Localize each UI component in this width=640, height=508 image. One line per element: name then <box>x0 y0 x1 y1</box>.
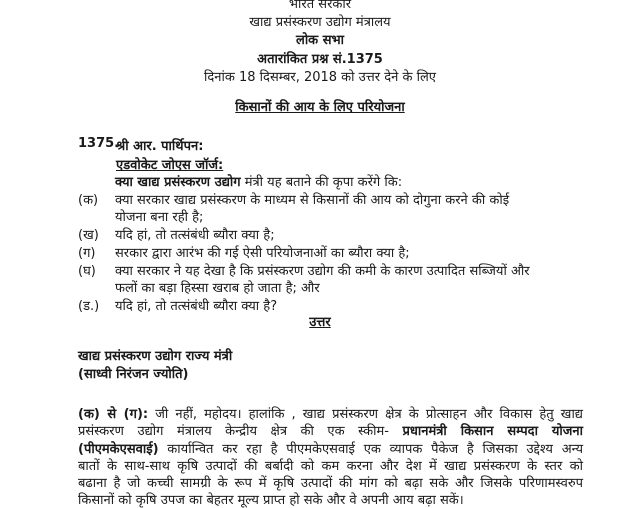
part-text-gha-2: फलों का बड़ा हिस्सा खराब हो जाता है; और <box>115 281 320 296</box>
member-name-1: श्री आर. पार्थिपन: <box>116 139 204 154</box>
part-label-kha: (ख) <box>78 228 99 243</box>
member-name-2: एडवोकेट जोएस जॉर्ज: <box>116 158 224 173</box>
minister-name: (साध्वी निरंजन ज्योति) <box>78 367 189 382</box>
ministry-name: खाद्य प्रसंस्करण उद्योग मंत्रालय <box>249 15 391 30</box>
answer-line-2: प्रसंस्करण उद्योग मंत्रालय केन्द्रीय क्षेत्र की एक स्कीम- प्रधानमंत्री किसान सम्पदा योजना <box>78 424 583 439</box>
part-label-ga: (ग) <box>78 246 96 261</box>
answer-date-line: दिनांक 18 दिसम्बर, 2018 को उत्तर देने के लिए <box>204 70 436 85</box>
answer-line-6: किसानों को कृषि उपज का बेहतर मूल्य प्राप्त हो सके और वे अपनी आय बढ़ा सकें। <box>78 493 464 508</box>
minister-title: खाद्य प्रसंस्करण उद्योग राज्य मंत्री <box>78 349 233 364</box>
question-intro: क्या खाद्य प्रसंस्करण उद्योग मंत्री यह बताने की कृपा करेंगे कि: <box>115 175 403 190</box>
answer-line-4: बातों के साथ-साथ कृषि उत्पादों की बर्बादी को कम करना और देश में खाद्य प्रसंस्करण के स्तर को <box>78 459 583 474</box>
answer-line-3: (पीएमकेएसवाई) कार्यान्वित कर रहा है पीएमकेएसवाई एक व्यापक पैकेज है जिसका उद्देश्य अन्य <box>78 442 583 457</box>
part-text-ka-1: क्या सरकार खाद्य प्रसंस्करण के माध्यम से किसानों की आय को दोगुना करने की कोई <box>115 193 510 208</box>
part-text-kha: यदि हां, तो तत्संबंधी ब्यौरा क्या है; <box>115 228 275 243</box>
part-label-nga: (ड.) <box>78 299 100 314</box>
part-text-nga: यदि हां, तो तत्संबंधी ब्यौरा क्या है? <box>115 299 278 314</box>
house-name: लोक सभा <box>296 33 344 48</box>
answer-heading: उत्तर <box>309 315 331 330</box>
part-text-ka-2: योजना बना रही है; <box>115 210 204 225</box>
government-name: भारत सरकार <box>288 0 352 12</box>
question-number: 1375. <box>78 136 120 151</box>
question-number-heading: अतारांकित प्रश्न सं.1375 <box>257 52 383 67</box>
subject-title: किसानों की आय के लिए परियोजना <box>235 100 405 115</box>
answer-line-1: (क) से (ग): जी नहीं, महोदय। हालांकि , खाद्य प्रसंस्करण क्षेत्र के प्रोत्साहन और विकास हेतु खाद्य <box>78 407 583 422</box>
part-label-gha: (घ) <box>78 264 96 279</box>
answer-line-5: बढाना है जो कच्ची सामग्री के रूप में कृषि उत्पादों की मांग को बढ़ा सके और जिसके परिणामस्वरुप <box>78 476 583 491</box>
part-text-gha-1: क्या सरकार ने यह देखा है कि प्रसंस्करण उद्योग की कमी के कारण उत्पादित सब्जियों और <box>115 264 530 279</box>
part-text-ga: सरकार द्वारा आरंभ की गई ऐसी परियोजनाओं का ब्यौरा क्या है; <box>115 246 410 261</box>
part-label-ka: (क) <box>78 193 99 208</box>
